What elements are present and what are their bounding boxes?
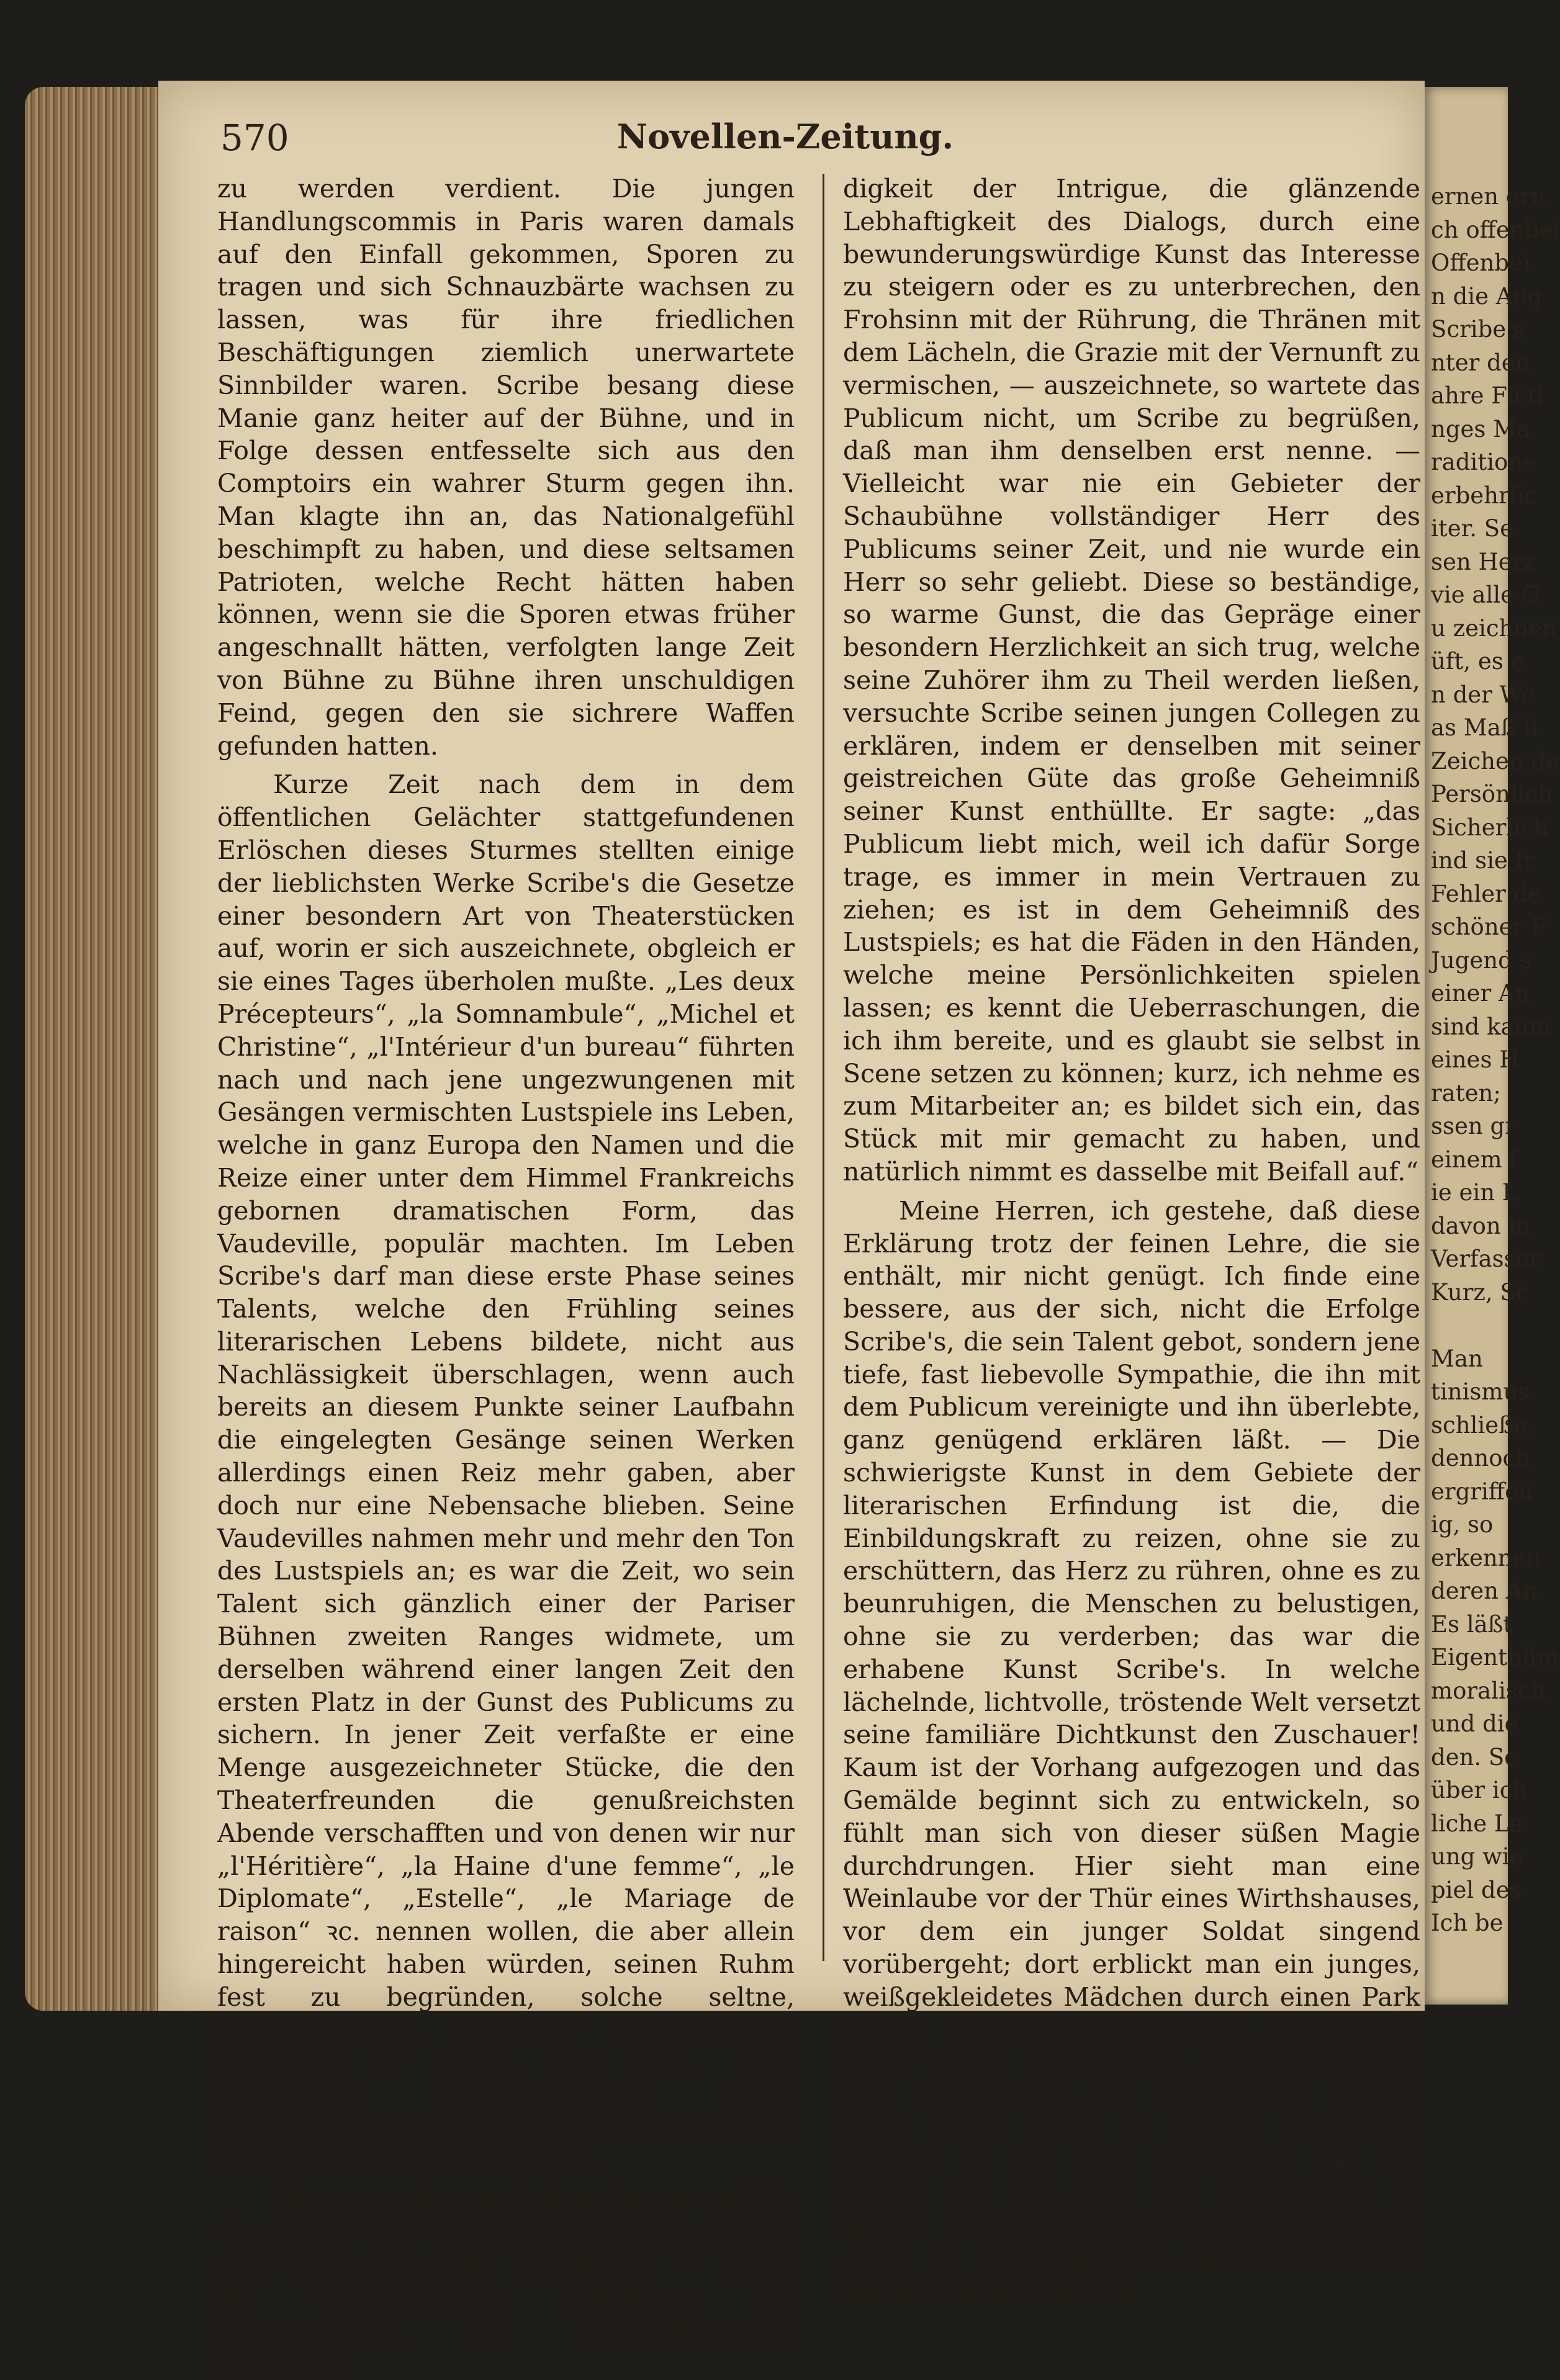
book-page-edges (25, 87, 168, 2011)
adjacent-page-line: ung wie (1431, 1843, 1523, 1870)
adjacent-page-line: Sicherlich (1431, 814, 1549, 841)
page-number: 570 (220, 117, 289, 159)
adjacent-page-line: Zeichen de (1431, 747, 1560, 775)
adjacent-page-line: Ich be (1431, 1910, 1504, 1936)
column-divider (823, 174, 824, 1961)
right-text-column (843, 173, 1420, 2309)
paragraph: Wenn von diesem Zeitpunkte an und für eine lange Zeit ein dramatisches Erzeugniß sich durch besondre Verdienste, — durch die verführerische Erfindung des Gegenstandes, die unvergleichliche Geschmei- (217, 2185, 795, 2379)
adjacent-page-line: den. Sc (1431, 1743, 1518, 1771)
adjacent-page-line: as Maß ü (1431, 714, 1539, 741)
adjacent-page-line: tinismus (1431, 1378, 1530, 1405)
adjacent-page-strip (1425, 87, 1560, 2005)
paragraph: zu werden verdient. Die jungen Handlungscommis in Paris waren damals auf den Einfall gekommen, Sporen zu tragen und sich Schnauzbärte wachsen zu lassen, was für ihre friedlichen Beschäftigungen ziemlich unerwartete Sinnbilder waren. Scribe besang diese Manie ganz heiter auf der Bühne, und in Folge dessen entfesselte sich aus den Comptoirs ein wahrer Sturm gegen ihn. Man klagte ihn an, das Nationalgefühl beschimpft zu haben, und diese seltsamen Patrioten, welche Recht hätten haben können, wenn sie die Sporen etwas früher angeschnallt hätten, verfolgten lange Zeit von Bühne zu Bühne ihren unschuldigen Feind, gegen den sie sichrere Waffen gefunden hatten. (217, 174, 795, 761)
paragraph: Kurze Zeit nach dem in dem öffentlichen Gelächter stattgefundenen Erlöschen dieses Sturmes stellten einige der lieblichsten Werke Scribe's die Gesetze einer besondern Art von Theaterstücken auf, worin er sich auszeichnete, obgleich er sie eines Tages überholen mußte. „Les deux Précepteurs“, „la Somnambule“, „Michel et Christine“, „l'Intérieur d'un bureau“ führten nach und nach jene ungezwungenen mit Gesängen vermischten Lustspiele ins Leben, welche in ganz Europa den Namen und die Reize einer unter dem Himmel Frankreichs gebornen dramatischen Form, das Vaudeville, populär machten. Im Leben Scribe's darf man diese erste Phase seines Talents, welche den Frühling seines literarischen Lebens bildete, nicht aus Nachlässigkeit überschlagen, wenn auch bereits an diesem Punkte seiner Laufbahn die eingelegten Gesänge seinen Werken allerdings einen Reiz mehr gaben, aber doch nur eine Nebensache blieben. Seine Vaudevilles nahmen mehr und mehr den Ton des Lustspiels an; es war die Zeit, wo sein Talent sich gänzlich einer der Pariser Bühnen zweiten Ranges widmete, um derselben während einer langen Zeit den ersten Platz in der Gunst des Publicums zu sichern. In jener Zeit verfaßte er eine Menge ausgezeichneter Stücke, die den Theaterfreunden die genußreichsten Abende verschafften und von denen wir nur „l'Héritière“, „la Haine d'une femme“, „le Diplomate“, „Estelle“, „le Mariage de raison“ ꝛc. nennen wollen, die aber allein hingereicht haben würden, seinen Ruhm fest zu begründen, solche seltne, ausgezeichnete, originelle Eigenschaften entfaltete er darin, die man, trotz glücklicher Freundschaften, stets untrennbar von seinem Namen und niemals ohne denselben wiederfindet. (217, 770, 795, 2176)
adjacent-page-line: Persönlich (1431, 781, 1553, 807)
adjacent-page-line: eines H (1431, 1046, 1520, 1073)
book-page (158, 81, 1425, 2379)
adjacent-page-line: Eigenthüm (1431, 1644, 1559, 1671)
adjacent-page-line: n die Aug (1431, 282, 1543, 310)
adjacent-page-line: ind sie fr (1431, 847, 1535, 874)
adjacent-page-line: Es läßt (1431, 1610, 1513, 1638)
adjacent-page-line: schöner F (1431, 914, 1547, 940)
adjacent-page-line: ssen gr (1431, 1113, 1516, 1139)
adjacent-page-line: raditione (1431, 449, 1536, 475)
adjacent-page-line: einer Au (1431, 980, 1530, 1007)
paragraph: Meine Herren, ich gestehe, daß diese Erklärung trotz der feinen Lehre, die sie enthält, mir nicht genügt. Ich finde eine bessere, aus der sich, nicht die Erfolge Scribe's, die sein Talent gebot, sondern jene tiefe, fast liebevolle Sympathie, die ihn mit dem Publicum vereinigte und ihn überlebte, ganz genügend erklären läßt. — Die schwierigste Kunst in dem Gebiete der literarischen Erfindung ist die, die Einbildungskraft zu reizen, ohne sie zu erschüttern, das Herz zu rühren, ohne es zu beunruhigen, die Menschen zu belustigen, ohne sie zu verderben; das war die erhabene Kunst Scribe's. In welche lächelnde, lichtvolle, tröstende Welt versetzt seine familiäre Dichtkunst den Zuschauer! Kaum ist der Vorhang aufgezogen und das Gemälde beginnt sich zu entwickeln, so fühlt man sich von dieser süßen Magie durchdrungen. Hier sieht man eine Weinlaube vor der Thür eines Wirthshauses, vor dem ein junger Soldat singend vorübergeht; dort erblickt man ein junges, weißgekleidetes Mädchen durch einen Park eilend; in einem Sommersalon träumt eine junge Witwe von zwanzig Jahren, zuweilen eine Großmutter, die noch nicht dreißig Jahre zählt, denn in diesem Feenlande scheint es nur eine Jahreszeit, die der Sonne, nur ein Alter, das der Jugend, zu geben. Ist es zu verwundern, daß man sich darin zu leben gefällt? Aber dieses Land nimmt uns noch durch (843, 1195, 1420, 2307)
adjacent-page-line: und die (1431, 1710, 1518, 1737)
adjacent-page-line: Man (1431, 1345, 1483, 1372)
adjacent-page-line: ig, so (1431, 1511, 1494, 1538)
adjacent-page-lines (1425, 180, 1560, 1940)
adjacent-page-line: Scribe's (1431, 316, 1525, 343)
adjacent-page-line: einem f (1431, 1146, 1518, 1173)
adjacent-page-line: über ich (1431, 1777, 1528, 1803)
adjacent-page-line: liche Le (1431, 1810, 1523, 1837)
adjacent-page-line: erkennen (1431, 1544, 1541, 1571)
adjacent-page-line: Fehler de (1431, 880, 1542, 907)
adjacent-page-line: nter den (1431, 349, 1530, 376)
page-header (220, 117, 1350, 173)
adjacent-page-line: nges Ma (1431, 415, 1531, 442)
left-text-column (217, 173, 795, 2380)
adjacent-page-line: deren An (1431, 1578, 1538, 1604)
adjacent-page-line: Kurz, Sc (1431, 1278, 1529, 1306)
adjacent-page-line: schließe, (1431, 1411, 1535, 1439)
adjacent-page-line: davon in (1431, 1212, 1531, 1239)
paragraph: digkeit der Intrigue, die glänzende Lebhaftigkeit des Dialogs, durch eine bewunderungswürdige Kunst das Interesse zu steigern oder es zu unterbrechen, den Frohsinn mit der Rührung, die Thränen mit dem Lächeln, die Grazie mit der Vernunft zu vermischen, — auszeichnete, so wartete das Publicum nicht, um Scribe zu begrüßen, daß man ihm denselben erst nenne. — Vielleicht war nie ein Gebieter der Schaubühne vollständiger Herr des Publicums seiner Zeit, und nie wurde ein Herr so sehr geliebt. Diese so beständige, so warme Gunst, die das Gepräge einer besondern Herzlichkeit an sich trug, welche seine Zuhörer ihm zu Theil werden ließen, versuchte Scribe seinen jungen Collegen zu erklären, indem er denselben mit seiner geistreichen Güte das große Geheimniß seiner Kunst enthüllte. Er sagte: „das Publicum liebt mich, weil ich dafür Sorge trage, es immer in mein Vertrauen zu ziehen; es ist in dem Geheimniß des Lustspiels; es hat die Fäden in den Händen, welche meine Persönlichkeiten spielen lassen; es kennt die Ueberraschungen, die ich ihm bereite, und es glaubt sie selbst in Scene setzen zu können; kurz, ich nehme es zum Mitarbeiter an; es bildet sich ein, das Stück mit mir gemacht zu haben, und natürlich nimmt es dasselbe mit Beifall auf.“ (843, 174, 1420, 1187)
adjacent-page-line: moralisch (1431, 1677, 1546, 1704)
adjacent-page-line: üft, es e (1431, 648, 1525, 675)
adjacent-page-line: Offenbei (1431, 249, 1530, 276)
adjacent-page-line: sind kaum (1431, 1013, 1551, 1040)
adjacent-page-line: ergriffen (1431, 1478, 1533, 1505)
adjacent-page-line: piel des (1431, 1876, 1522, 1903)
adjacent-page-line: u zeichnen (1431, 614, 1557, 642)
adjacent-page-line: iter. Se (1431, 515, 1513, 542)
adjacent-page-line: ahre Ficti (1431, 382, 1544, 409)
adjacent-page-line: ie ein L (1431, 1179, 1518, 1206)
adjacent-page-line: Jugend s (1431, 946, 1532, 974)
adjacent-page-line: dennoch (1431, 1445, 1531, 1471)
adjacent-page-line: Verfasser (1431, 1246, 1541, 1272)
adjacent-page-line: ernen ern (1431, 183, 1546, 210)
adjacent-page-line: ch offenbei (1431, 216, 1560, 243)
adjacent-page-line: raten; (1431, 1079, 1501, 1107)
adjacent-page-line (1425, 1309, 1560, 1342)
adjacent-page-line: vie alle G (1431, 582, 1540, 608)
running-title: Novellen-Zeitung. (616, 117, 954, 156)
adjacent-page-line: sen Herz (1431, 548, 1535, 575)
adjacent-page-line: n der We (1431, 681, 1535, 708)
adjacent-page-line: erbehrlic (1431, 482, 1538, 509)
